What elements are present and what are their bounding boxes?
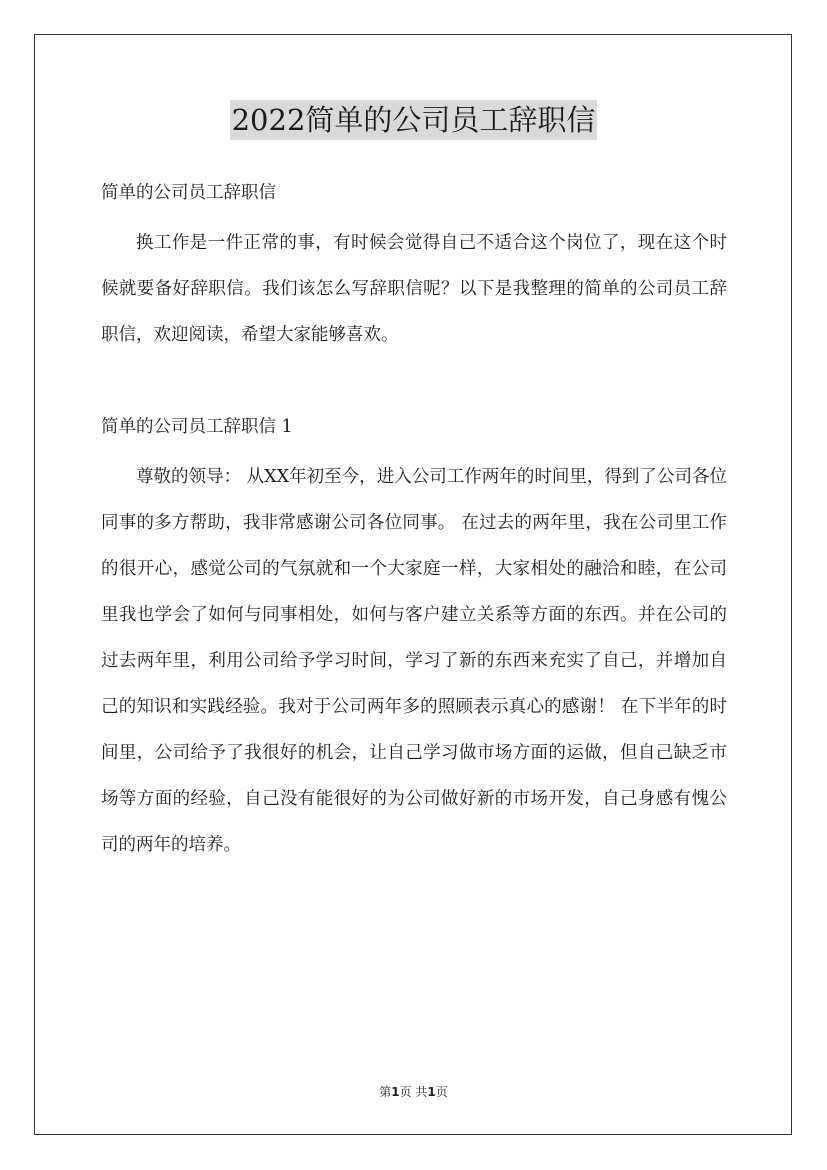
section-heading-letter-1: 简单的公司员工辞职信 1 bbox=[101, 417, 293, 437]
section-paragraph-letter-1: 尊敬的领导： 从XX年初至今，进入公司工作两年的时间里，得到了公司各位同事的多方帮助，我非常感谢公司各位同事。 在过去的两年里，我在公司里工作的很开心，感觉公司的气氛就和一个大家庭一样，大家相处的融洽和睦，在公司里我也学会了如何与同事相处，如何与客户建立关系等方面的东西。并在公司的过去两年里，利用公司给予学习时间，学习了新的东西来充实了自己，并增加自己的知识和实践经验。我对于公司两年多的照顾表示真心的感谢！ 在下半年的时间里，公司给予了我很好的机会，让自己学习做市场方面的运做，但自己缺乏市场等方面的经验，自己没有能很好的为公司做好新的市场开发，自己身感有愧公司的两年的培养。 bbox=[101, 467, 727, 855]
footer-suffix: 页 bbox=[435, 1085, 448, 1099]
footer-total-pages: 1 bbox=[427, 1085, 436, 1099]
section-heading-intro: 简单的公司员工辞职信 bbox=[101, 183, 276, 203]
document-body bbox=[101, 170, 727, 868]
title-container bbox=[0, 100, 827, 140]
page-footer bbox=[0, 1083, 827, 1100]
document-title: 2022简单的公司员工辞职信 bbox=[230, 100, 598, 140]
spacer bbox=[101, 358, 727, 404]
footer-prefix: 第 bbox=[379, 1085, 392, 1099]
section-paragraph-intro: 换工作是一件正常的事，有时候会觉得自己不适合这个岗位了，现在这个时候就要备好辞职信。我们该怎么写辞职信呢？以下是我整理的简单的公司员工辞职信，欢迎阅读，希望大家能够喜欢。 bbox=[101, 233, 727, 345]
footer-page-number: 1 bbox=[391, 1085, 400, 1099]
footer-mid: 页 共 bbox=[399, 1085, 428, 1099]
